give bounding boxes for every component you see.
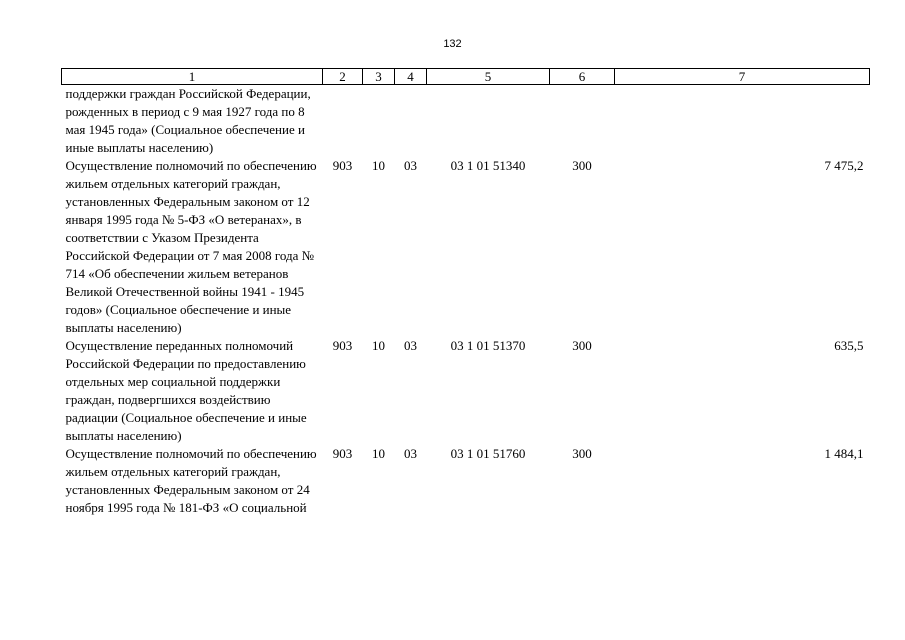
column-header: 4 [395, 69, 427, 85]
admin-code-cell: 903 [332, 446, 353, 461]
section-cell: 10 [372, 338, 385, 353]
expense-type-cell [550, 85, 615, 158]
subsection-cell [395, 85, 427, 158]
section-cell [363, 85, 395, 158]
section-cell: 10 [372, 158, 385, 173]
column-header: 5 [427, 69, 550, 85]
row-name-cell: Осуществление полномочий по обеспечению жильем отдельных категорий граждан, установленных Федеральным законом от 12 января 1995 года № 5-ФЗ «О ветеранах», в соответствии с Указом Президента Российской Федерации от 7 мая 2008 года № 714 «Об обеспечении жильем ветеранов Великой Отечественной войны 1941 - 1945 годов» (Социальное обеспечение и иные выплаты населению) [65, 158, 317, 335]
target-article-cell: 03 1 01 51760 [450, 446, 526, 461]
target-article-cell: 03 1 01 51340 [450, 158, 526, 173]
budget-table [61, 68, 870, 517]
column-header: 6 [550, 69, 615, 85]
column-header: 1 [62, 69, 323, 85]
admin-code-cell: 903 [332, 158, 353, 173]
table-row [62, 157, 870, 337]
expense-type-cell: 300 [572, 338, 592, 353]
row-name-cell: Осуществление переданных полномочий Российской Федерации по предоставлению отдельных мер социальной поддержки граждан, подвергшихся воздействию радиации (Социальное обеспечение и иные выплаты населению) [65, 338, 307, 443]
subsection-cell: 03 [404, 338, 417, 353]
amount-cell: 635,5 [834, 338, 864, 353]
expense-type-cell: 300 [572, 158, 592, 173]
table-row [62, 85, 870, 158]
table-row [62, 337, 870, 445]
column-header: 7 [615, 69, 870, 85]
target-article-cell [427, 85, 550, 158]
section-cell: 10 [372, 446, 385, 461]
target-article-cell: 03 1 01 51370 [450, 338, 526, 353]
amount-cell: 7 475,2 [824, 158, 864, 173]
table-header-row [62, 69, 870, 85]
subsection-cell: 03 [404, 158, 417, 173]
amount-cell: 1 484,1 [824, 446, 864, 461]
subsection-cell: 03 [404, 446, 417, 461]
column-header: 3 [363, 69, 395, 85]
expense-type-cell: 300 [572, 446, 592, 461]
column-header: 2 [323, 69, 363, 85]
admin-code-cell [323, 85, 363, 158]
row-name-cell: поддержки граждан Российской Федерации, рожденных в период с 9 мая 1927 года по 8 мая 1945 года» (Социальное обеспечение и иные выплаты населению) [65, 86, 311, 155]
admin-code-cell: 903 [332, 338, 353, 353]
amount-cell [615, 85, 870, 158]
table-row [62, 445, 870, 517]
row-name-cell: Осуществление полномочий по обеспечению жильем отдельных категорий граждан, установленных Федеральным законом от 24 ноября 1995 года № 181-ФЗ «О социальной [65, 446, 317, 515]
page-number: 132 [443, 38, 462, 50]
